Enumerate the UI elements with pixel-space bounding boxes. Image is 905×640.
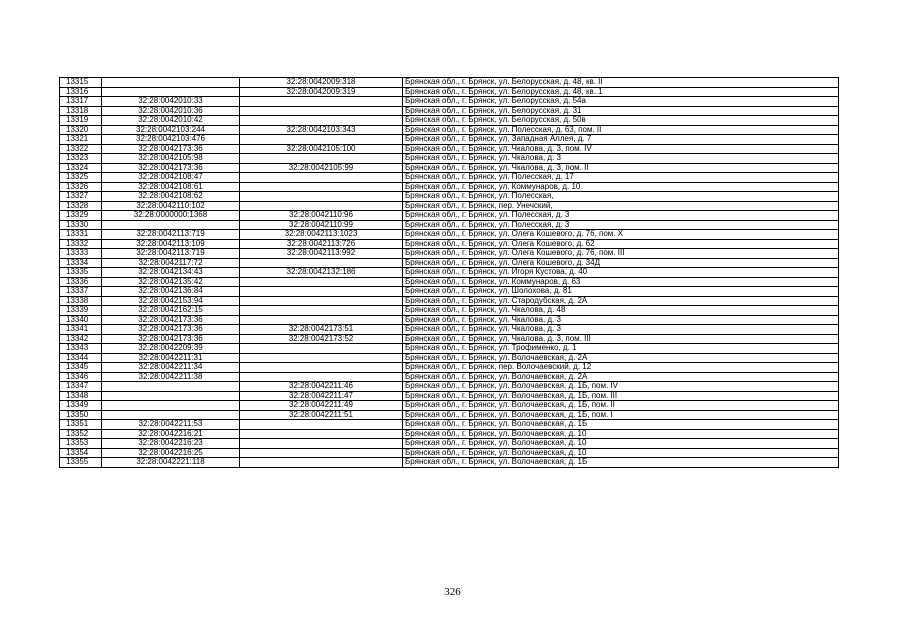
premises-cadastral-number-cell	[240, 116, 403, 126]
address-cell: Брянская обл., г. Брянск, ул. Белорусская, д. 48, кв. II	[403, 78, 839, 88]
cadastral-number-cell: 32:28:0042173:36	[102, 163, 240, 173]
table-row	[60, 325, 839, 335]
premises-cadastral-number-cell	[240, 192, 403, 202]
address-cell: Брянская обл., г. Брянск, ул. Волочаевская, д. 1Б	[403, 458, 839, 468]
address-cell: Брянская обл., г. Брянск, ул. Полесская, д. 3	[403, 220, 839, 230]
cadastral-number-cell: 32:28:0042113:109	[102, 239, 240, 249]
address-cell: Брянская обл., г. Брянск, ул. Волочаевская, д. 1Б, пом. III	[403, 391, 839, 401]
table-row	[60, 230, 839, 240]
row-number-cell: 13333	[60, 249, 102, 259]
premises-cadastral-number-cell	[240, 420, 403, 430]
table-row	[60, 410, 839, 420]
address-cell: Брянская обл., г. Брянск, ул. Чкалова, д. 48	[403, 306, 839, 316]
premises-cadastral-number-cell	[240, 296, 403, 306]
cadastral-number-cell: 32:28:0042113:719	[102, 249, 240, 259]
cadastral-number-cell	[102, 220, 240, 230]
table-row	[60, 334, 839, 344]
row-number-cell: 13320	[60, 125, 102, 135]
cadastral-number-cell: 32:28:0042135:42	[102, 277, 240, 287]
cadastral-number-cell: 32:28:0042216:21	[102, 429, 240, 439]
address-cell: Брянская обл., г. Брянск, ул. Чкалова, д. 3, пом. IV	[403, 144, 839, 154]
row-number-cell: 13337	[60, 287, 102, 297]
row-number-cell: 13347	[60, 382, 102, 392]
cadastral-number-cell: 32:28:0042211:34	[102, 363, 240, 373]
address-cell: Брянская обл., г. Брянск, ул. Олега Кошевого, д. 76, пом. III	[403, 249, 839, 259]
table-row	[60, 429, 839, 439]
table-row	[60, 268, 839, 278]
row-number-cell: 13329	[60, 211, 102, 221]
premises-cadastral-number-cell: 32:28:0042103:343	[240, 125, 403, 135]
address-cell: Брянская обл., г. Брянск, ул. Чкалова, д. 3	[403, 154, 839, 164]
premises-cadastral-number-cell	[240, 97, 403, 107]
cadastral-number-cell	[102, 78, 240, 88]
table-row	[60, 125, 839, 135]
cadastral-number-cell: 32:28:0042173:36	[102, 325, 240, 335]
table-row	[60, 382, 839, 392]
row-number-cell: 13336	[60, 277, 102, 287]
table-row	[60, 173, 839, 183]
premises-cadastral-number-cell	[240, 344, 403, 354]
row-number-cell: 13348	[60, 391, 102, 401]
table-row	[60, 87, 839, 97]
cadastral-number-cell: 32:28:0042010:33	[102, 97, 240, 107]
row-number-cell: 13331	[60, 230, 102, 240]
address-cell: Брянская обл., г. Брянск, ул. Чкалова, д. 3	[403, 315, 839, 325]
row-number-cell: 13346	[60, 372, 102, 382]
premises-cadastral-number-cell: 32:28:0042110:99	[240, 220, 403, 230]
cadastral-number-cell: 32:28:0042173:36	[102, 144, 240, 154]
address-cell: Брянская обл., г. Брянск, ул. Трофименко, д. 1	[403, 344, 839, 354]
row-number-cell: 13353	[60, 439, 102, 449]
premises-cadastral-number-cell: 32:28:0042132:186	[240, 268, 403, 278]
premises-cadastral-number-cell	[240, 448, 403, 458]
address-cell: Брянская обл., г. Брянск, ул. Коммунаров, д. 63	[403, 277, 839, 287]
address-cell: Брянская обл., г. Брянск, ул. Стародубская, д. 2А	[403, 296, 839, 306]
table-row	[60, 420, 839, 430]
cadastral-number-cell: 32:28:0042134:43	[102, 268, 240, 278]
table-row	[60, 211, 839, 221]
table-row	[60, 97, 839, 107]
row-number-cell: 13327	[60, 192, 102, 202]
table-row	[60, 201, 839, 211]
cadastral-number-cell	[102, 391, 240, 401]
address-cell: Брянская обл., г. Брянск, пер. Волочаевский, д. 12	[403, 363, 839, 373]
premises-cadastral-number-cell	[240, 258, 403, 268]
premises-cadastral-number-cell	[240, 106, 403, 116]
premises-cadastral-number-cell: 32:28:0042211:49	[240, 401, 403, 411]
cadastral-number-cell: 32:28:0042108:47	[102, 173, 240, 183]
cadastral-number-cell: 32:28:0000000:1368	[102, 211, 240, 221]
premises-cadastral-number-cell: 32:28:0042211:46	[240, 382, 403, 392]
table-row	[60, 391, 839, 401]
premises-cadastral-number-cell	[240, 429, 403, 439]
table-row	[60, 439, 839, 449]
premises-cadastral-number-cell: 32:28:0042113:1023	[240, 230, 403, 240]
premises-cadastral-number-cell: 32:28:0042173:51	[240, 325, 403, 335]
page-number: 326	[444, 586, 461, 598]
address-cell: Брянская обл., г. Брянск, ул. Белорусская, д. 54а	[403, 97, 839, 107]
address-cell: Брянская обл., г. Брянск, ул. Волочаевская, д. 1Б	[403, 420, 839, 430]
row-number-cell: 13330	[60, 220, 102, 230]
cadastral-number-cell: 32:28:0042211:53	[102, 420, 240, 430]
cadastral-number-cell: 32:28:0042173:36	[102, 315, 240, 325]
cadastral-number-cell	[102, 410, 240, 420]
cadastral-number-cell: 32:28:0042103:244	[102, 125, 240, 135]
address-cell: Брянская обл., г. Брянск, ул. Полесская, д. 3	[403, 211, 839, 221]
row-number-cell: 13323	[60, 154, 102, 164]
address-cell: Брянская обл., г. Брянск, ул. Волочаевская, д. 10	[403, 429, 839, 439]
row-number-cell: 13352	[60, 429, 102, 439]
row-number-cell: 13328	[60, 201, 102, 211]
table-row	[60, 249, 839, 259]
premises-cadastral-number-cell	[240, 315, 403, 325]
cadastral-number-cell: 32:28:0042209:39	[102, 344, 240, 354]
row-number-cell: 13351	[60, 420, 102, 430]
registry-table	[59, 77, 839, 468]
premises-cadastral-number-cell	[240, 458, 403, 468]
cadastral-number-cell: 32:28:0042221:118	[102, 458, 240, 468]
row-number-cell: 13345	[60, 363, 102, 373]
premises-cadastral-number-cell: 32:28:0042173:52	[240, 334, 403, 344]
cadastral-number-cell: 32:28:0042211:31	[102, 353, 240, 363]
table-row	[60, 277, 839, 287]
row-number-cell: 13316	[60, 87, 102, 97]
premises-cadastral-number-cell	[240, 277, 403, 287]
address-cell: Брянская обл., г. Брянск, ул. Чкалова, д. 3	[403, 325, 839, 335]
premises-cadastral-number-cell: 32:28:0042113:992	[240, 249, 403, 259]
address-cell: Брянская обл., г. Брянск, ул. Западная Аллея, д. 7	[403, 135, 839, 145]
address-cell: Брянская обл., г. Брянск, ул. Чкалова, д. 3, пом. III	[403, 334, 839, 344]
row-number-cell: 13317	[60, 97, 102, 107]
cadastral-number-cell: 32:28:0042110:102	[102, 201, 240, 211]
address-cell: Брянская обл., г. Брянск, ул. Волочаевская, д. 2А	[403, 372, 839, 382]
premises-cadastral-number-cell: 32:28:0042105:100	[240, 144, 403, 154]
table-row	[60, 154, 839, 164]
premises-cadastral-number-cell	[240, 135, 403, 145]
row-number-cell: 13354	[60, 448, 102, 458]
row-number-cell: 13318	[60, 106, 102, 116]
table-row	[60, 258, 839, 268]
row-number-cell: 13319	[60, 116, 102, 126]
address-cell: Брянская обл., г. Брянск, ул. Белорусская, д. 31	[403, 106, 839, 116]
cadastral-number-cell: 32:28:0042010:42	[102, 116, 240, 126]
address-cell: Брянская обл., г. Брянск, ул. Чкалова, д. 3, пом. II	[403, 163, 839, 173]
table-row	[60, 106, 839, 116]
cadastral-number-cell: 32:28:0042103:476	[102, 135, 240, 145]
cadastral-number-cell: 32:28:0042173:36	[102, 334, 240, 344]
premises-cadastral-number-cell	[240, 287, 403, 297]
row-number-cell: 13335	[60, 268, 102, 278]
cadastral-number-cell: 32:28:0042216:25	[102, 448, 240, 458]
table-row	[60, 144, 839, 154]
cadastral-number-cell: 32:28:0042216:23	[102, 439, 240, 449]
row-number-cell: 13349	[60, 401, 102, 411]
cadastral-number-cell: 32:28:0042108:62	[102, 192, 240, 202]
table-row	[60, 182, 839, 192]
table-row	[60, 372, 839, 382]
table-row	[60, 344, 839, 354]
row-number-cell: 13350	[60, 410, 102, 420]
premises-cadastral-number-cell	[240, 372, 403, 382]
row-number-cell: 13340	[60, 315, 102, 325]
table-row	[60, 239, 839, 249]
premises-cadastral-number-cell	[240, 306, 403, 316]
table-row	[60, 163, 839, 173]
row-number-cell: 13321	[60, 135, 102, 145]
address-cell: Брянская обл., г. Брянск, ул. Игоря Кустова, д. 40	[403, 268, 839, 278]
premises-cadastral-number-cell	[240, 173, 403, 183]
address-cell: Брянская обл., г. Брянск, ул. Полесская,	[403, 192, 839, 202]
cadastral-number-cell: 32:28:0042108:61	[102, 182, 240, 192]
cadastral-number-cell: 32:28:0042162:15	[102, 306, 240, 316]
premises-cadastral-number-cell: 32:28:0042105:99	[240, 163, 403, 173]
premises-cadastral-number-cell: 32:28:0042110:96	[240, 211, 403, 221]
address-cell: Брянская обл., г. Брянск, ул. Олега Кошевого, д. 34Д	[403, 258, 839, 268]
table-row	[60, 315, 839, 325]
row-number-cell: 13355	[60, 458, 102, 468]
row-number-cell: 13344	[60, 353, 102, 363]
address-cell: Брянская обл., г. Брянск, ул. Шолохова, д. 81	[403, 287, 839, 297]
table-row	[60, 135, 839, 145]
row-number-cell: 13341	[60, 325, 102, 335]
table-row	[60, 458, 839, 468]
premises-cadastral-number-cell	[240, 353, 403, 363]
address-cell: Брянская обл., г. Брянск, ул. Полесская, д. 63, пом. II	[403, 125, 839, 135]
premises-cadastral-number-cell: 32:28:0042009:319	[240, 87, 403, 97]
premises-cadastral-number-cell: 32:28:0042113:726	[240, 239, 403, 249]
table-row	[60, 363, 839, 373]
registry-table-body	[60, 78, 839, 468]
cadastral-number-cell	[102, 401, 240, 411]
table-row	[60, 116, 839, 126]
row-number-cell: 13326	[60, 182, 102, 192]
address-cell: Брянская обл., г. Брянск, ул. Белорусская, д. 50в	[403, 116, 839, 126]
address-cell: Брянская обл., г. Брянск, ул. Волочаевская, д. 2А	[403, 353, 839, 363]
row-number-cell: 13339	[60, 306, 102, 316]
address-cell: Брянская обл., г. Брянск, ул. Олега Кошевого, д. 76, пом. X	[403, 230, 839, 240]
premises-cadastral-number-cell	[240, 363, 403, 373]
address-cell: Брянская обл., г. Брянск, пер. Унечский,	[403, 201, 839, 211]
table-row	[60, 448, 839, 458]
row-number-cell: 13334	[60, 258, 102, 268]
premises-cadastral-number-cell: 32:28:0042211:47	[240, 391, 403, 401]
premises-cadastral-number-cell	[240, 182, 403, 192]
row-number-cell: 13342	[60, 334, 102, 344]
address-cell: Брянская обл., г. Брянск, ул. Волочаевская, д. 1Б, пом. IV	[403, 382, 839, 392]
address-cell: Брянская обл., г. Брянск, ул. Волочаевская, д. 1Б, пом. I	[403, 410, 839, 420]
premises-cadastral-number-cell	[240, 201, 403, 211]
row-number-cell: 13325	[60, 173, 102, 183]
cadastral-number-cell: 32:28:0042105:98	[102, 154, 240, 164]
address-cell: Брянская обл., г. Брянск, ул. Волочаевская, д. 10	[403, 439, 839, 449]
premises-cadastral-number-cell	[240, 439, 403, 449]
cadastral-number-cell: 32:28:0042010:36	[102, 106, 240, 116]
table-row	[60, 306, 839, 316]
table-row	[60, 192, 839, 202]
address-cell: Брянская обл., г. Брянск, ул. Белорусская, д. 48, кв. 1	[403, 87, 839, 97]
table-row	[60, 353, 839, 363]
row-number-cell: 13343	[60, 344, 102, 354]
table-row	[60, 287, 839, 297]
cadastral-number-cell: 32:28:0042136:84	[102, 287, 240, 297]
address-cell: Брянская обл., г. Брянск, ул. Олега Кошевого, д. 62	[403, 239, 839, 249]
address-cell: Брянская обл., г. Брянск, ул. Волочаевская, д. 1Б, пом. II	[403, 401, 839, 411]
cadastral-number-cell: 32:28:0042211:38	[102, 372, 240, 382]
address-cell: Брянская обл., г. Брянск, ул. Коммунаров, д. 10	[403, 182, 839, 192]
row-number-cell: 13322	[60, 144, 102, 154]
row-number-cell: 13338	[60, 296, 102, 306]
table-row	[60, 296, 839, 306]
table-row	[60, 78, 839, 88]
table-row	[60, 220, 839, 230]
cadastral-number-cell	[102, 87, 240, 97]
cadastral-number-cell: 32:28:0042113:719	[102, 230, 240, 240]
row-number-cell: 13324	[60, 163, 102, 173]
premises-cadastral-number-cell: 32:28:0042009:318	[240, 78, 403, 88]
premises-cadastral-number-cell: 32:28:0042211:51	[240, 410, 403, 420]
row-number-cell: 13315	[60, 78, 102, 88]
cadastral-number-cell: 32:28:0042117:72	[102, 258, 240, 268]
row-number-cell: 13332	[60, 239, 102, 249]
address-cell: Брянская обл., г. Брянск, ул. Волочаевская, д. 10	[403, 448, 839, 458]
table-row	[60, 401, 839, 411]
premises-cadastral-number-cell	[240, 154, 403, 164]
address-cell: Брянская обл., г. Брянск, ул. Полесская, д. 17	[403, 173, 839, 183]
cadastral-number-cell	[102, 382, 240, 392]
cadastral-number-cell: 32:28:0042153:94	[102, 296, 240, 306]
